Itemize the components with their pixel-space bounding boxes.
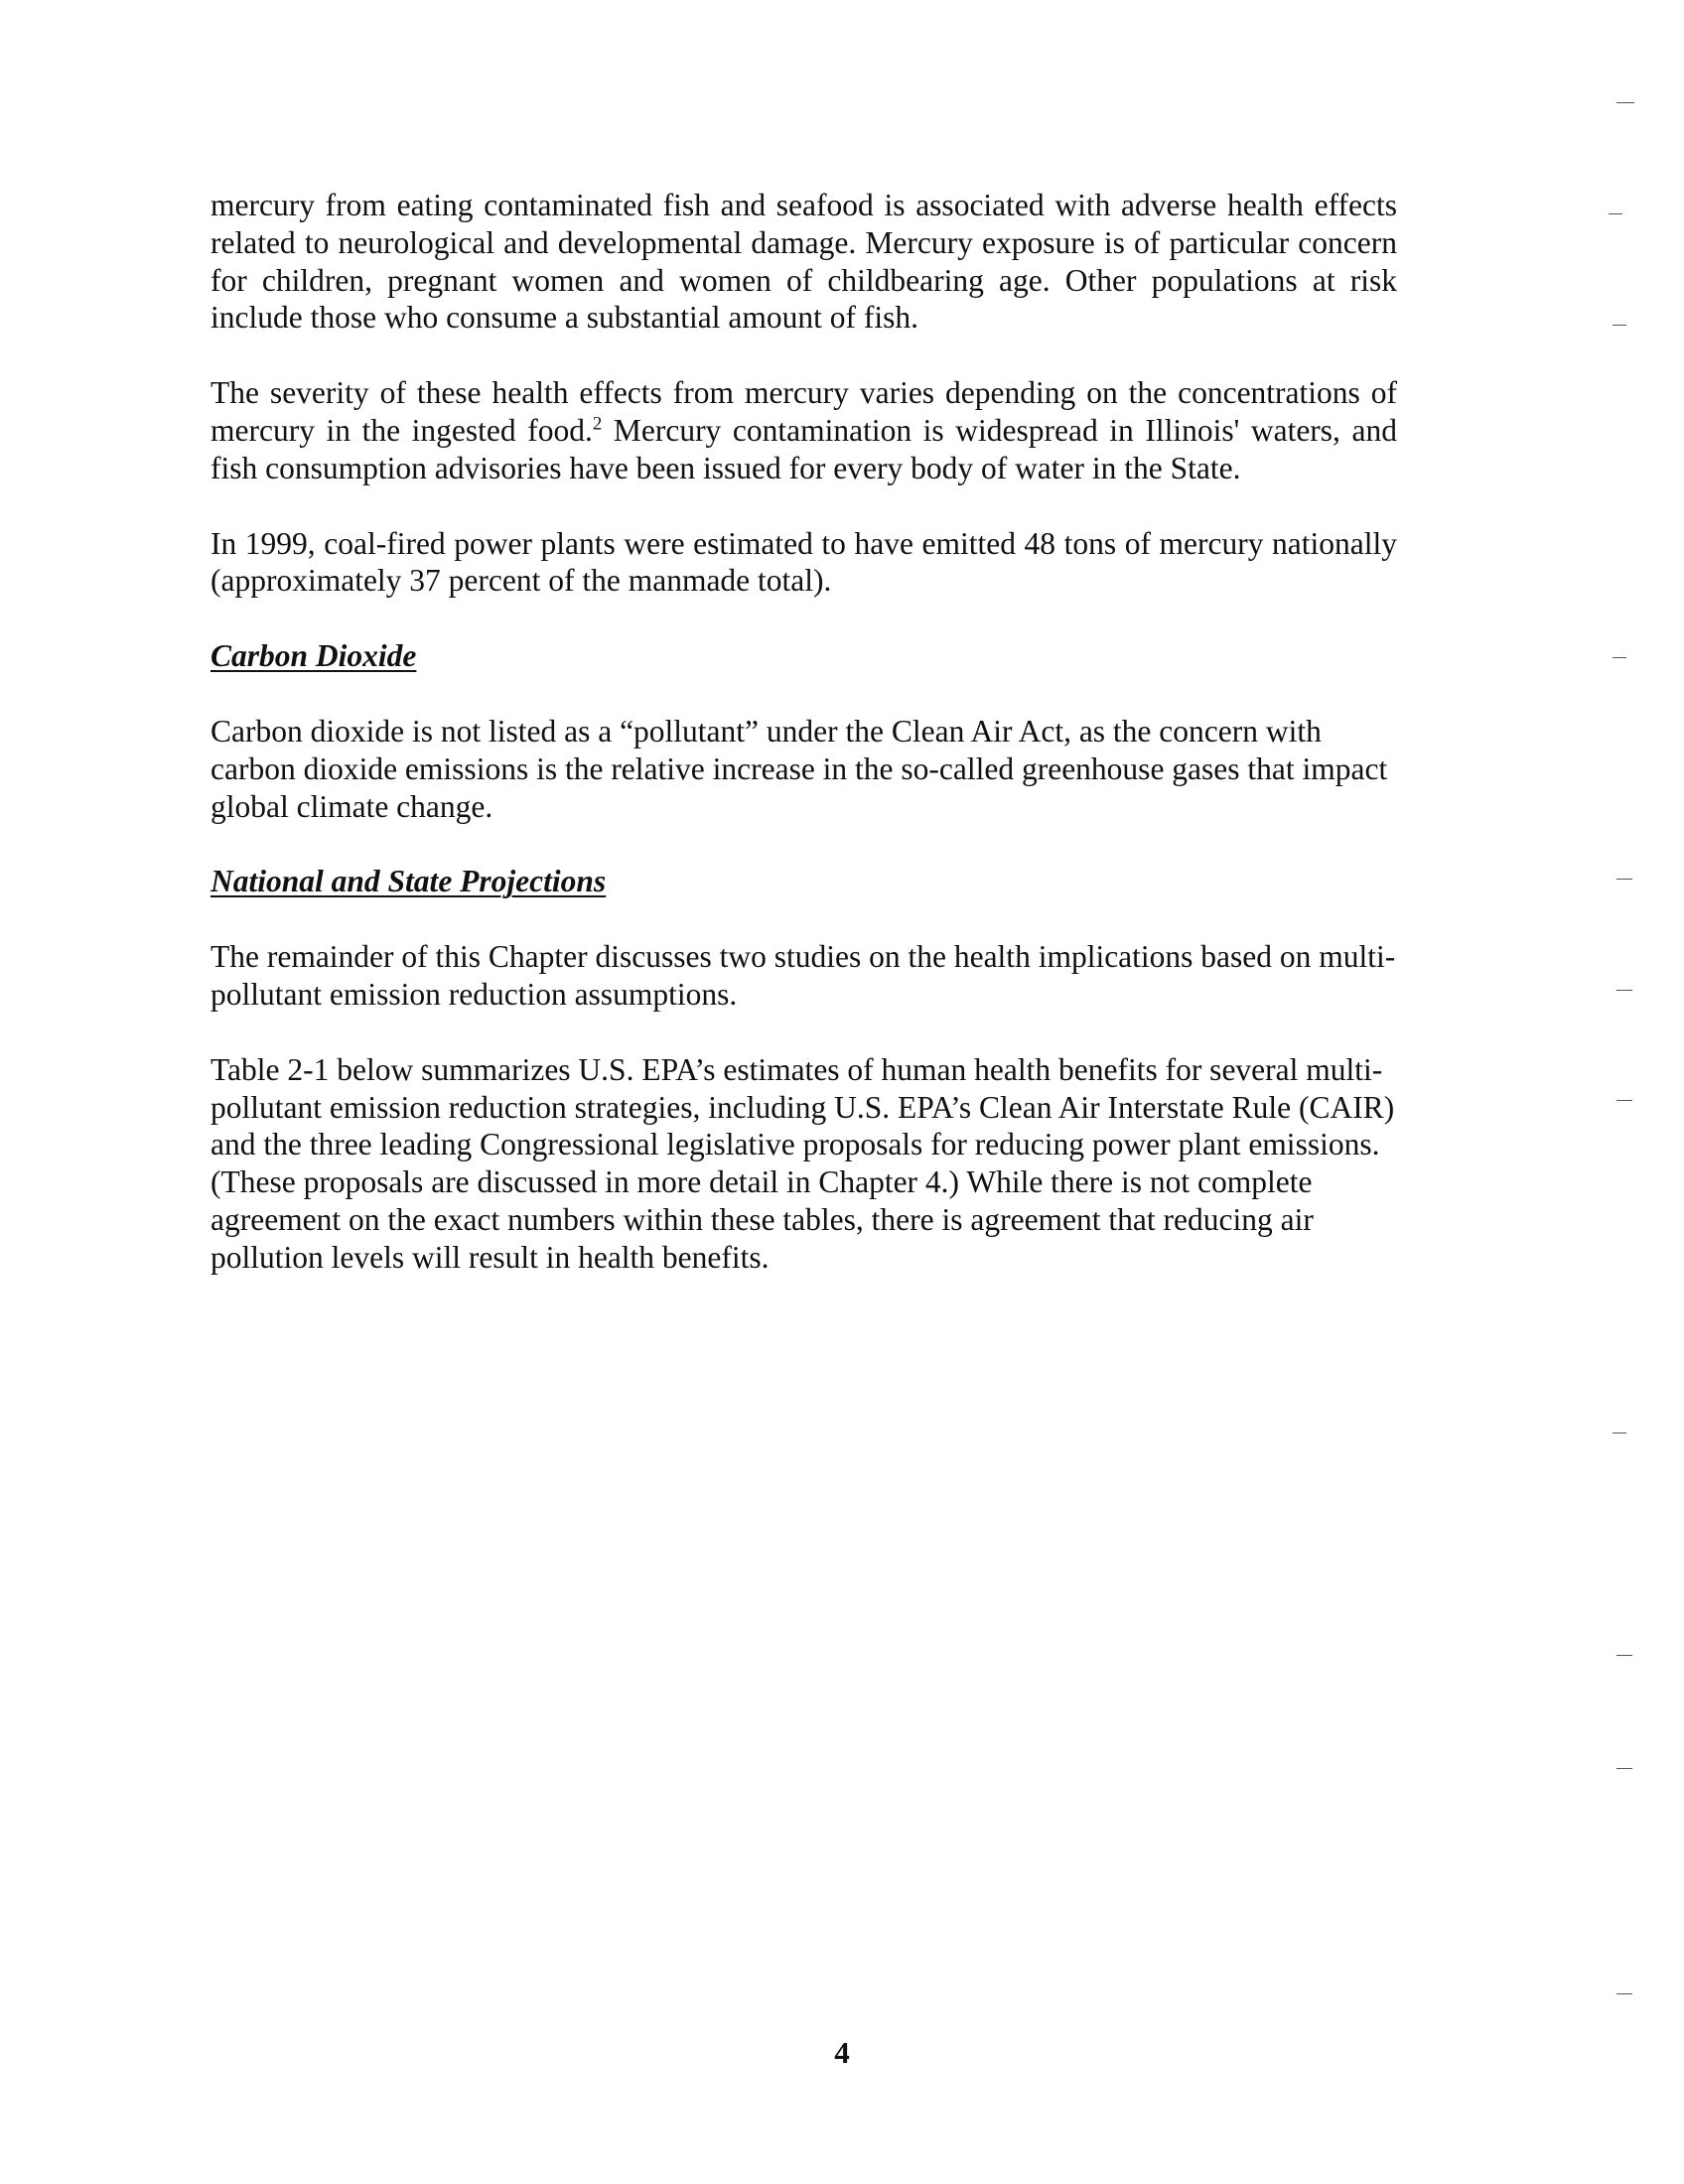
paragraph-mercury-effects: mercury from eating contaminated fish and seafood is associated with adverse health effects related to neurological and developmental damage. Mercury exposure is of particular concern for children, pregnant women and women of childbearing age. Other populations at risk include those who consume a substantial amount of fish. [210, 188, 1397, 336]
margin-mark [1616, 1993, 1632, 1994]
paragraph-carbon-dioxide: Carbon dioxide is not listed as a “pollutant” under the Clean Air Act, as the concern with carbon dioxide emissions is the relative increase in the so-called greenhouse gases that impact global climate change. [210, 713, 1388, 824]
page-number: 4 [834, 2035, 850, 2070]
margin-mark [1616, 1655, 1632, 1656]
paragraph-projections-intro: The remainder of this Chapter discusses two studies on the health implications based on multi-pollutant emission reduction assumptions. [210, 939, 1396, 1012]
severity-text: The severity of these health effects from mercury varies depending on the concentrations of mercury in the ingested food. [210, 375, 1397, 448]
margin-mark [1609, 213, 1622, 214]
paragraph-table-summary: Table 2-1 below summarizes U.S. EPA’s estimates of human health benefits for several multi-pollutant emission reduction strategies, including U.S. EPA’s Clean Air Interstate Rule (CAIR) and the three leading Congressional legislative proposals for reducing power plant emissions. (These proposals are discussed in more detail in Chapter 4.) While there is not complete agreement on the exact numbers within these tables, there is agreement that reducing air pollution levels will result in health benefits. [210, 1051, 1395, 1275]
paragraph-severity [210, 374, 1397, 486]
paragraph-emissions-1999: In 1999, coal-fired power plants were estimated to have emitted 48 tons of mercury nationally (approximately 37 percent of the manmade total). [210, 525, 1397, 599]
footnote-reference: 2 [592, 413, 603, 435]
page-body [210, 187, 1397, 1277]
severity-text-continued: Mercury contamination is widespread in Illinois' waters, and fish consumption advisories have been issued for every body of water in the State. [210, 412, 1397, 485]
margin-mark [1616, 879, 1632, 880]
margin-mark [1616, 1100, 1632, 1101]
margin-mark [1613, 325, 1626, 326]
margin-mark [1613, 657, 1626, 658]
section-heading-carbon-dioxide: Carbon Dioxide [210, 638, 417, 674]
margin-mark [1616, 102, 1634, 103]
margin-mark [1616, 1768, 1632, 1769]
section-heading-projections: National and State Projections [210, 864, 607, 899]
margin-mark [1616, 990, 1632, 991]
